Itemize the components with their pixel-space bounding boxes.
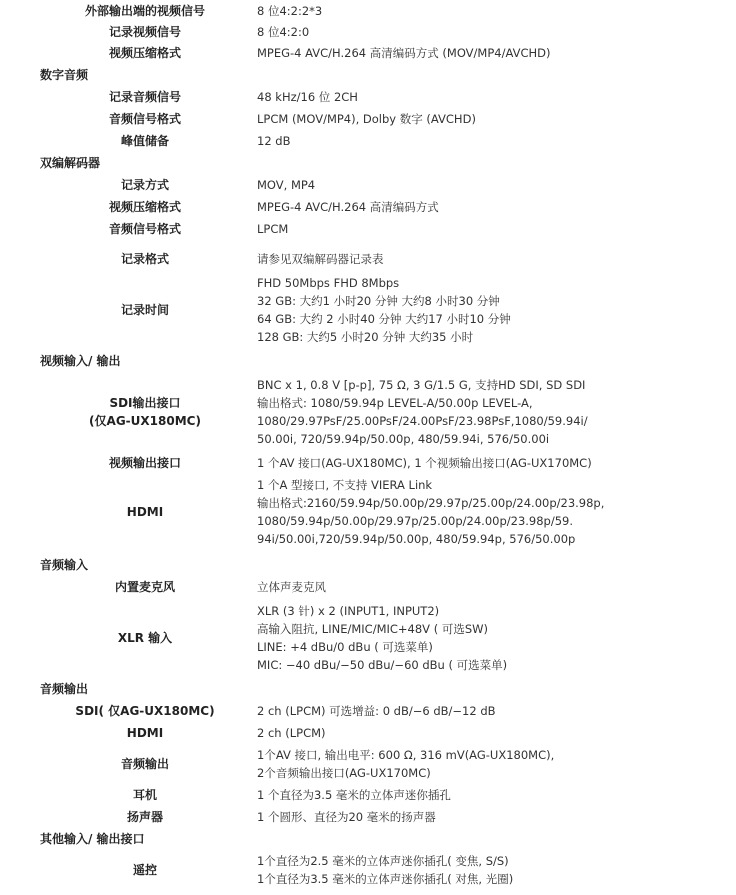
spec-label-line: HDMI (126, 505, 164, 519)
spec-label-line: 音频信号格式 (108, 112, 181, 126)
spec-value-line: 12 dB (257, 134, 291, 148)
spec-value-line: 8 位4:2:2*3 (257, 4, 323, 18)
spec-label (50, 198, 240, 216)
spec-label-line: 视频压缩格式 (108, 200, 181, 214)
spec-label (50, 110, 240, 128)
section-header (0, 830, 736, 848)
spec-label (50, 578, 240, 596)
spec-row (0, 454, 736, 472)
section-header (0, 352, 736, 370)
spec-label-line: 记录视频信号 (108, 25, 181, 39)
spec-label (50, 861, 240, 879)
spec-label (50, 88, 240, 106)
spec-value (257, 476, 727, 548)
spec-row (0, 852, 736, 888)
spec-value-line: 高输入阻抗, LINE/MIC/MIC+48V ( 可选SW) (257, 622, 489, 636)
spec-value-line: LPCM (257, 222, 289, 236)
spec-row (0, 88, 736, 106)
spec-label (50, 702, 240, 720)
spec-row (0, 808, 736, 826)
spec-value (257, 176, 727, 194)
spec-label (50, 755, 240, 773)
spec-value-line: BNC x 1, 0.8 V [p-p], 75 Ω, 3 G/1.5 G, 支持HD SDI, SD SDI (257, 378, 586, 392)
spec-value (257, 250, 727, 268)
spec-value (257, 132, 727, 150)
spec-value (257, 2, 727, 20)
spec-label-line: XLR 输入 (117, 631, 173, 645)
spec-label (50, 454, 240, 472)
spec-value-line: 输出格式: 1080/59.94p LEVEL-A/50.00p LEVEL-A, (257, 396, 533, 410)
spec-value (257, 724, 727, 742)
spec-label (50, 23, 240, 41)
spec-row (0, 132, 736, 150)
section-header (0, 154, 736, 172)
spec-label-line: 峰值储备 (120, 134, 169, 148)
spec-row (0, 198, 736, 216)
spec-value-line: 立体声麦克风 (257, 580, 326, 594)
spec-value (257, 786, 727, 804)
spec-value (257, 746, 727, 782)
spec-label (50, 301, 240, 319)
spec-label (50, 503, 240, 521)
section-header (0, 680, 736, 698)
spec-value-line: 1 个圆形、直径为20 毫米的扬声器 (257, 810, 436, 824)
spec-value (257, 110, 727, 128)
spec-row (0, 250, 736, 268)
spec-label-line: SDI( 仅AG-UX180MC) (75, 704, 215, 718)
spec-value (257, 454, 727, 472)
spec-label-line: 记录时间 (120, 303, 169, 317)
spec-label-line: SDI输出接口 (109, 396, 181, 410)
spec-value (257, 852, 727, 888)
spec-label (50, 808, 240, 826)
spec-value-line: MIC: −40 dBu/−50 dBu/−60 dBu ( 可选菜单) (257, 658, 508, 672)
section-title: 视频输入/ 输出 (40, 354, 121, 368)
spec-value (257, 602, 727, 674)
spec-row (0, 702, 736, 720)
spec-value (257, 198, 727, 216)
spec-row (0, 786, 736, 804)
spec-value-line: 128 GB: 大约5 小时20 分钟 大约35 小时 (257, 330, 474, 344)
spec-value-line: 32 GB: 大约1 小时20 分钟 大约8 小时30 分钟 (257, 294, 500, 308)
spec-value-line: 8 位4:2:0 (257, 25, 310, 39)
spec-label-line: 耳机 (132, 788, 157, 802)
spec-label-line: HDMI (126, 726, 164, 740)
spec-value-line: 64 GB: 大约 2 小时40 分钟 大约17 小时10 分钟 (257, 312, 511, 326)
spec-value-line: 2 ch (LPCM) (257, 726, 326, 740)
spec-row (0, 602, 736, 674)
spec-value-line: 1080/59.94p/50.00p/29.97p/25.00p/24.00p/23.98p/59. (257, 514, 574, 528)
spec-label (50, 629, 240, 647)
spec-value-line: 1个直径为2.5 毫米的立体声迷你插孔( 变焦, S/S) (257, 854, 509, 868)
spec-row (0, 23, 736, 41)
spec-label-line: (仅AG-UX180MC) (89, 414, 201, 428)
spec-label (50, 2, 240, 20)
spec-value (257, 23, 727, 41)
spec-value-line: 1个AV 接口, 输出电平: 600 Ω, 316 mV(AG-UX180MC), (257, 748, 555, 762)
spec-value-line: 请参见双编解码器记录表 (257, 252, 384, 266)
section-header (0, 66, 736, 84)
spec-label (50, 786, 240, 804)
spec-label (50, 250, 240, 268)
spec-value-line: XLR (3 针) x 2 (INPUT1, INPUT2) (257, 604, 440, 618)
spec-label-line: 扬声器 (126, 810, 163, 824)
spec-row (0, 724, 736, 742)
spec-row (0, 578, 736, 596)
spec-value (257, 578, 727, 596)
spec-label-line: 记录音频信号 (108, 90, 181, 104)
spec-label-line: 记录方式 (120, 178, 169, 192)
spec-label (50, 394, 240, 430)
spec-value-line: 1 个AV 接口(AG-UX180MC), 1 个视频输出接口(AG-UX170MC) (257, 456, 592, 470)
spec-label (50, 132, 240, 150)
spec-value-line: MPEG-4 AVC/H.264 高清编码方式 (MOV/MP4/AVCHD) (257, 46, 551, 60)
spec-value-line: LPCM (MOV/MP4), Dolby 数字 (AVCHD) (257, 112, 476, 126)
spec-value-line: 输出格式:2160/59.94p/50.00p/29.97p/25.00p/24.00p/23.98p, (257, 496, 605, 510)
section-header (0, 556, 736, 574)
spec-row (0, 274, 736, 346)
spec-value-line: 1080/29.97PsF/25.00PsF/24.00PsF/23.98PsF,1080/59.94i/ (257, 414, 588, 428)
spec-label-line: 遥控 (132, 863, 157, 877)
spec-label-line: 音频输出 (120, 757, 169, 771)
spec-value-line: 1 个直径为3.5 毫米的立体声迷你插孔 (257, 788, 451, 802)
spec-row (0, 376, 736, 448)
spec-row (0, 220, 736, 238)
spec-label-line: 外部输出端的视频信号 (84, 4, 205, 18)
section-title: 音频输入 (40, 558, 89, 572)
spec-value-line: 1 个A 型接口, 不支持 VIERA Link (257, 478, 433, 492)
spec-label (50, 176, 240, 194)
section-title: 音频输出 (40, 682, 89, 696)
spec-value (257, 44, 727, 62)
spec-value-line: 48 kHz/16 位 2CH (257, 90, 358, 104)
spec-value-line: 1个直径为3.5 毫米的立体声迷你插孔( 对焦, 光圈) (257, 872, 514, 886)
spec-label-line: 视频压缩格式 (108, 46, 181, 60)
section-title: 数字音频 (40, 68, 89, 82)
spec-value-line: 94i/50.00i,720/59.94p/50.00p, 480/59.94p, 576/50.00p (257, 532, 576, 546)
spec-value-line: 50.00i, 720/59.94p/50.00p, 480/59.94i, 576/50.00i (257, 432, 550, 446)
spec-value (257, 274, 727, 346)
spec-row (0, 110, 736, 128)
spec-value-line: MOV, MP4 (257, 178, 316, 192)
spec-label-line: 记录格式 (120, 252, 169, 266)
spec-value-line: LINE: +4 dBu/0 dBu ( 可选菜单) (257, 640, 433, 654)
spec-value-line: 2 ch (LPCM) 可选增益: 0 dB/−6 dB/−12 dB (257, 704, 496, 718)
spec-value-line: MPEG-4 AVC/H.264 高清编码方式 (257, 200, 439, 214)
spec-row (0, 746, 736, 782)
spec-label-line: 音频信号格式 (108, 222, 181, 236)
spec-label (50, 220, 240, 238)
spec-value (257, 808, 727, 826)
spec-label (50, 44, 240, 62)
spec-row (0, 2, 736, 20)
spec-value (257, 88, 727, 106)
spec-value-line: 2个音频输出接口(AG-UX170MC) (257, 766, 431, 780)
spec-label-line: 内置麦克风 (114, 580, 175, 594)
spec-value-line: FHD 50Mbps FHD 8Mbps (257, 276, 400, 290)
spec-value (257, 376, 727, 448)
section-title: 其他输入/ 输出接口 (40, 832, 145, 846)
spec-label (50, 724, 240, 742)
spec-value (257, 220, 727, 238)
section-title: 双编解码器 (40, 156, 101, 170)
spec-row (0, 476, 736, 548)
spec-value (257, 702, 727, 720)
spec-label-line: 视频输出接口 (108, 456, 181, 470)
spec-row (0, 176, 736, 194)
spec-row (0, 44, 736, 62)
